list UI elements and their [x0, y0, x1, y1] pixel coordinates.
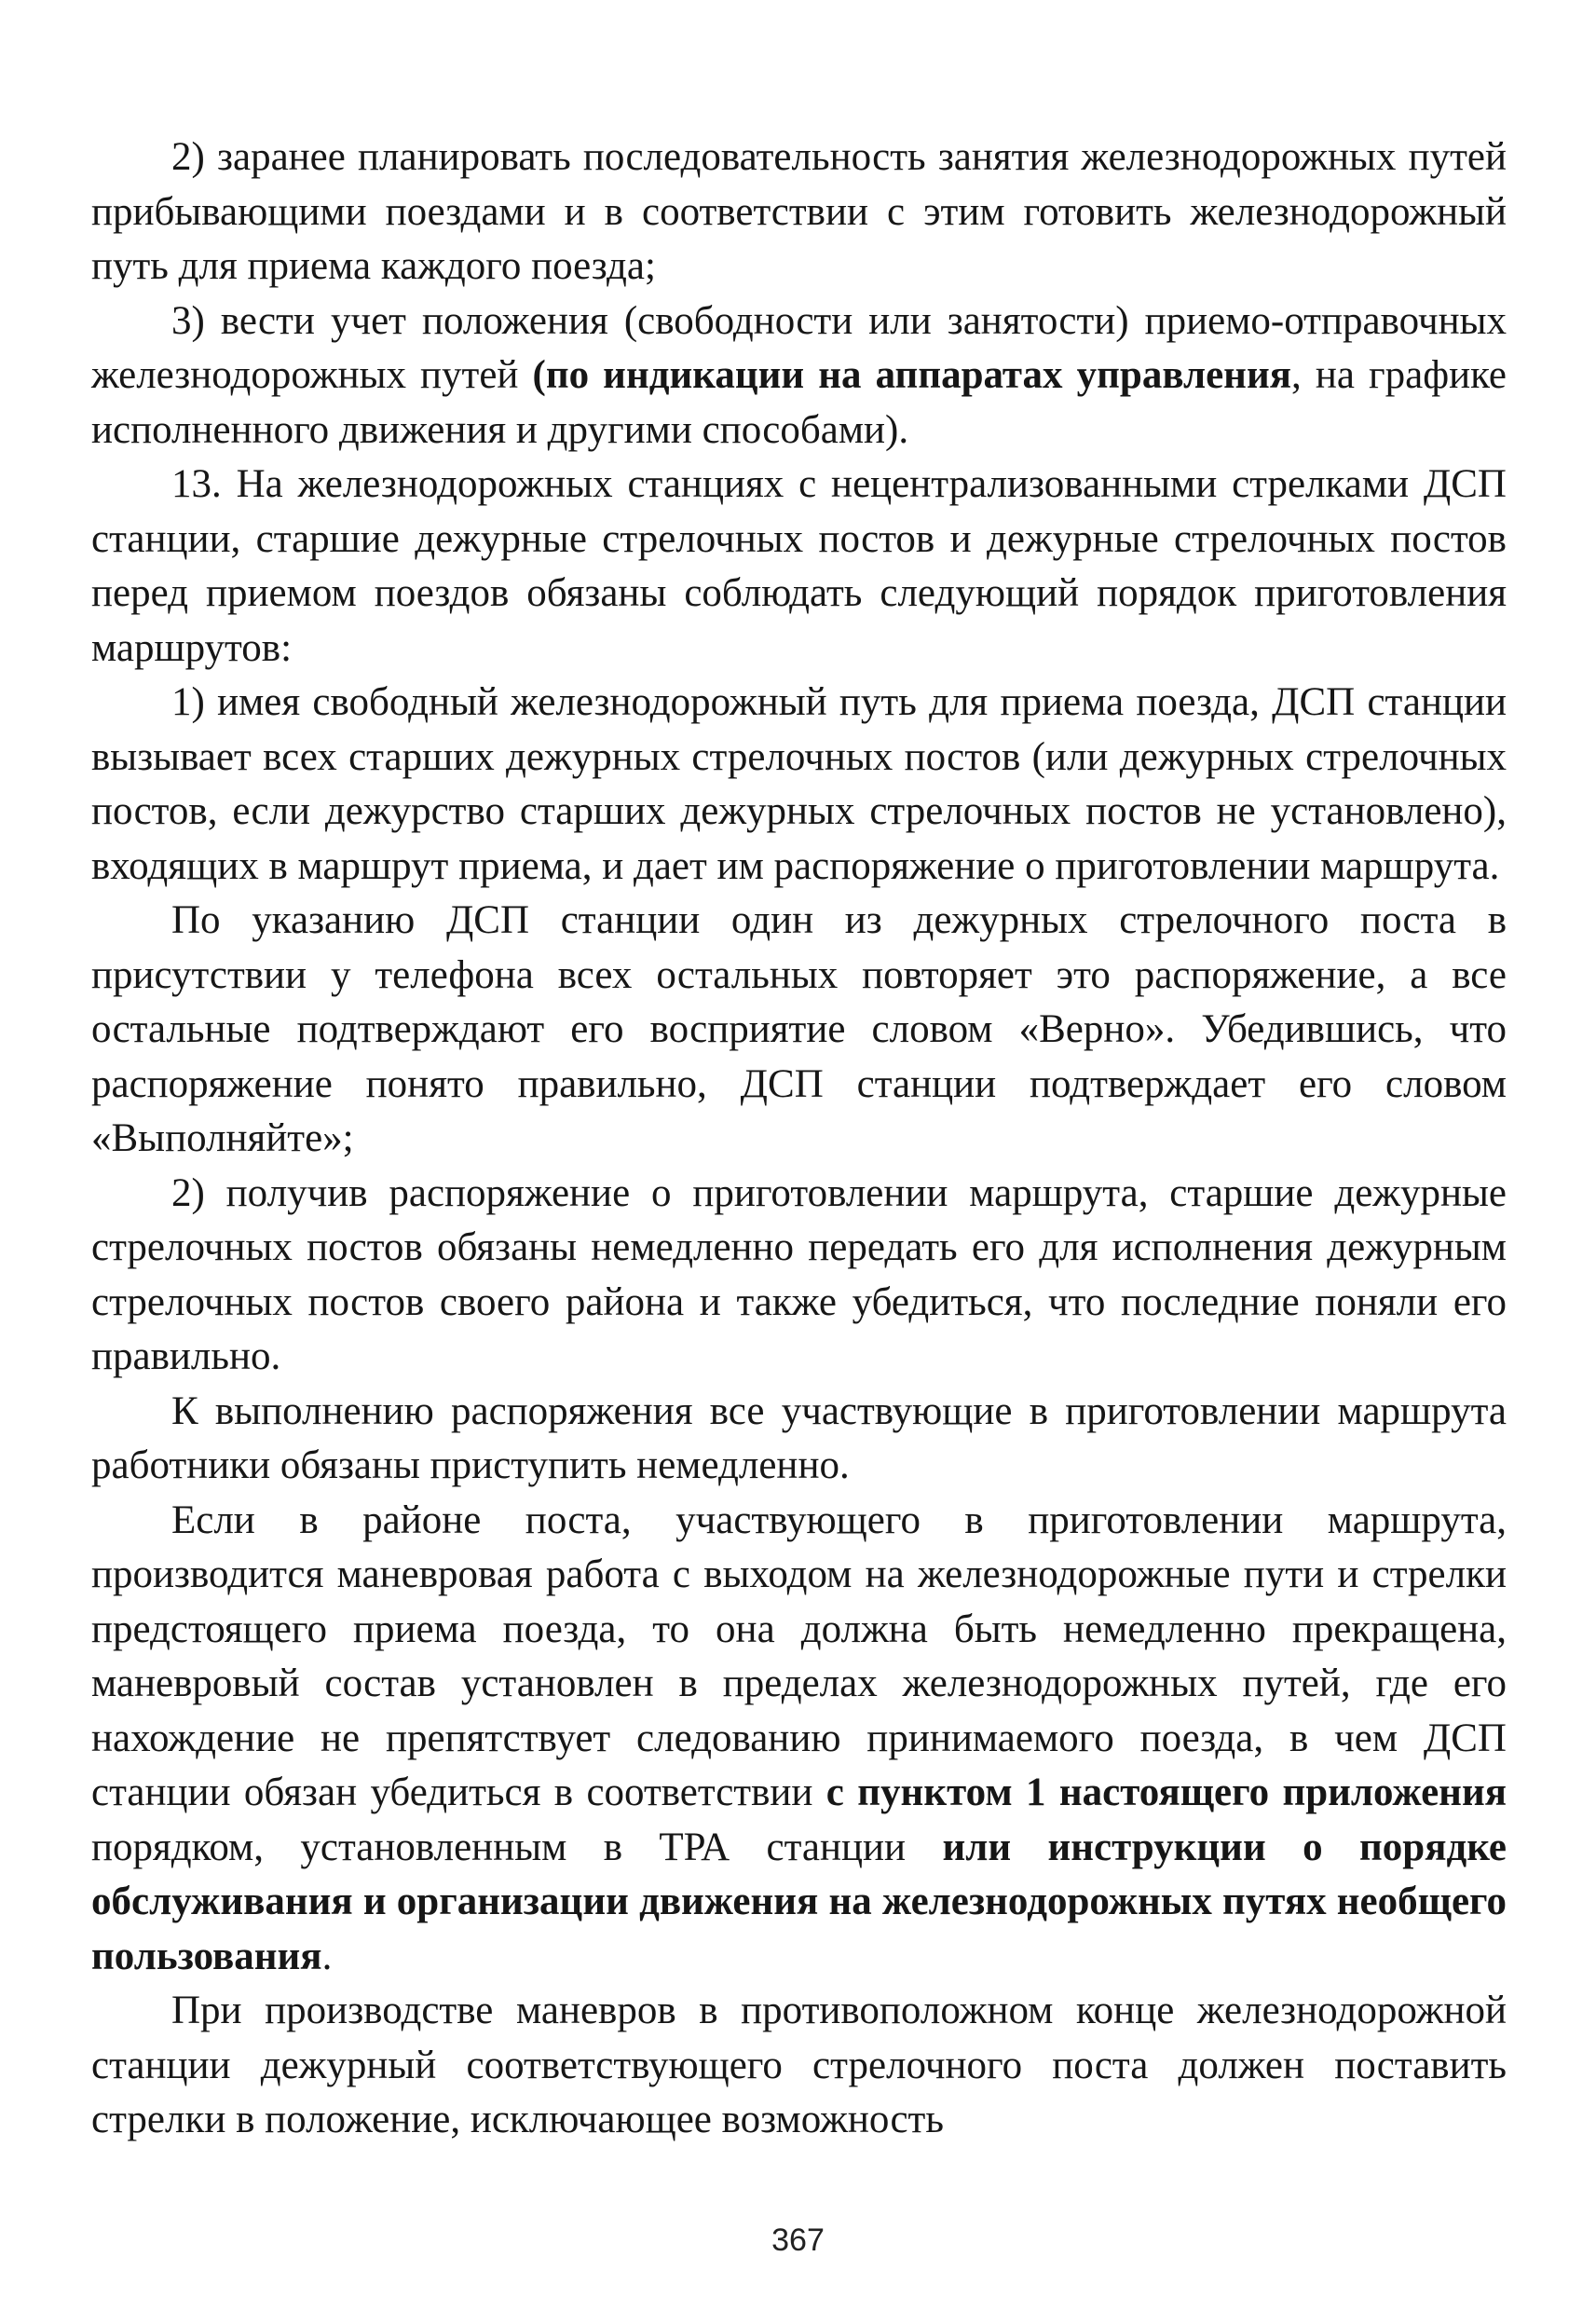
- paragraph: 2) получив распоряжение о приготовлении маршрута, старшие дежурные стрелочных постов обязаны немедленно передать его для исполнения дежурным стрелочных постов своего района и также убедиться, что последние поняли его правильно.: [91, 1170, 1507, 1378]
- paragraph: По указанию ДСП станции один из дежурных стрелочного поста в присутствии у телефона всех остальных повторяет это распоряжение, а все остальные подтверждают его восприятие словом «Верно». Убедившись, что распоряжение понято правильно, ДСП станции подтверждает его словом «Выполняйте»;: [91, 898, 1507, 1160]
- paragraph: 13. На железнодорожных станциях с нецентрализованными стрелками ДСП станции, старшие дежурные стрелочных постов и дежурные стрелочных постов перед приемом поездов обязаны соблюдать следующий порядок приготовления маршрутов:: [91, 462, 1507, 670]
- paragraph: 2) заранее планировать последовательность занятия железнодорожных путей прибывающими поездами и в соответствии с этим готовить железнодорожный путь для приема каждого поезда;: [91, 135, 1507, 288]
- paragraph: 1) имея свободный железнодорожный путь для приема поезда, ДСП станции вызывает всех старших дежурных стрелочных постов (или дежурных стрелочных постов, если дежурство старших дежурных стрелочных постов не установлено), входящих в маршрут приема, и дает им распоряжение о приготовлении маршрута.: [91, 680, 1507, 888]
- paragraph: Если в районе поста, участвующего в приготовлении маршрута, производится маневровая работа с выходом на железнодорожные пути и стрелки предстоящего приема поезда, то она должна быть немедленно прекращена, маневровый состав установлен в пределах железнодорожных путей, где его нахождение не препятствует следованию принимаемого поезда, в чем ДСП станции обязан убедиться в соответствии с пунктом 1 настоящего приложения порядком, установленным в ТРА станции или инструкции о порядке обслуживания и организации движения на железнодорожных путях необщего пользования.: [91, 1497, 1507, 1978]
- paragraph: К выполнению распоряжения все участвующие в приготовлении маршрута работники обязаны приступить немедленно.: [91, 1388, 1507, 1487]
- page-number: 367: [771, 2222, 825, 2258]
- page-body: [91, 130, 1507, 2148]
- paragraph: 3) вести учет положения (свободности или занятости) приемо-отправочных железнодорожных путей (по индикации на аппаратах управления, на графике исполненного движения и другими способами).: [91, 298, 1507, 452]
- paragraph: При производстве маневров в противоположном конце железнодорожной станции дежурный соответствующего стрелочного поста должен поставить стрелки в положение, исключающее возможность: [91, 1989, 1507, 2141]
